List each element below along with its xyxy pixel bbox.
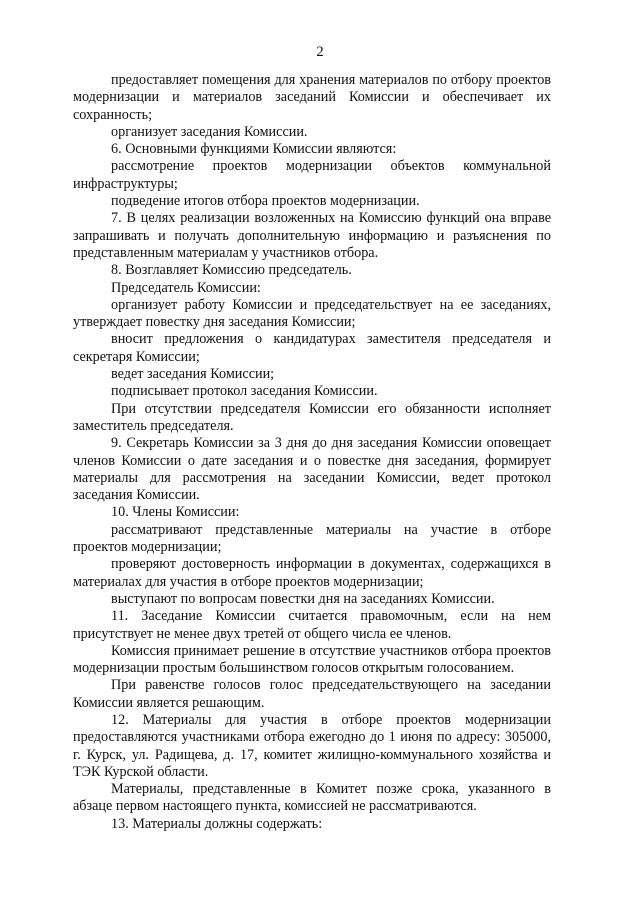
paragraph: рассматривают представленные материалы на участие в отборе проектов модернизации;	[73, 521, 551, 556]
paragraph: организует заседания Комиссии.	[111, 123, 308, 140]
paragraph: подписывает протокол заседания Комиссии.	[111, 383, 378, 400]
paragraph: 9. Секретарь Комиссии за 3 дня до дня заседания Комиссии оповещает членов Комиссии о дате заседания и о повестке дня заседания, формирует материалы для рассмотрения на заседании Комиссии, ведет протокол заседания Комиссии.	[73, 435, 551, 504]
page-number: 2	[316, 44, 324, 60]
document-body	[73, 72, 551, 833]
paragraph: проверяют достоверность информации в документах, содержащихся в материалах для участия в отборе проектов модернизации;	[73, 556, 551, 590]
paragraph: 11. Заседание Комиссии считается правомочным, если на нем присутствует не менее двух третей от общего числа ее членов.	[73, 608, 551, 642]
paragraph: ведет заседания Комиссии;	[111, 366, 275, 383]
paragraph: подведение итогов отбора проектов модернизации.	[111, 193, 420, 210]
paragraph: При равенстве голосов голос председательствующего на заседании Комиссии является решающим.	[73, 677, 551, 711]
paragraph: вносит предложения о кандидатурах заместителя председателя и секретаря Комиссии;	[73, 331, 551, 365]
paragraph: Комиссия принимает решение в отсутствие участников отбора проектов модернизации простым большинством голосов открытым голосованием.	[73, 642, 551, 677]
paragraph: 6. Основными функциями Комиссии являются:	[111, 141, 397, 158]
paragraph: Материалы, представленные в Комитет позже срока, указанного в абзаце первом настоящего пункта, комиссией не рассматриваются.	[73, 781, 551, 815]
paragraph: предоставляет помещения для хранения материалов по отбору проектов модернизации и материалов заседаний Комиссии и обеспечивает их сохранность;	[73, 72, 551, 123]
paragraph: При отсутствии председателя Комиссии его обязанности исполняет заместитель председателя.	[73, 400, 551, 434]
paragraph: 12. Материалы для участия в отборе проектов модернизации предоставляются участниками отбора ежегодно до 1 июня по адресу: 305000, г. Курск, ул. Радищева, д. 17, комитет жилищно-коммунального хозяйства и ТЭК Курской области.	[73, 711, 551, 780]
paragraph: организует работу Комиссии и председательствует на ее заседаниях, утверждает повестку дня заседания Комиссии;	[73, 296, 551, 331]
paragraph: 10. Члены Комиссии:	[111, 504, 240, 521]
paragraph: 7. В целях реализации возложенных на Комиссию функций она вправе запрашивать и получать дополнительную информацию и разъяснения по представленным материалам у участников отбора.	[73, 210, 551, 261]
paragraph: рассмотрение проектов модернизации объектов коммунальной инфраструктуры;	[73, 158, 551, 192]
paragraph: 8. Возглавляет Комиссию председатель.	[111, 262, 352, 279]
paragraph: 13. Материалы должны содержать:	[111, 815, 323, 832]
paragraph: Председатель Комиссии:	[111, 279, 261, 296]
paragraph: выступают по вопросам повестки дня на заседаниях Комиссии.	[111, 590, 495, 607]
